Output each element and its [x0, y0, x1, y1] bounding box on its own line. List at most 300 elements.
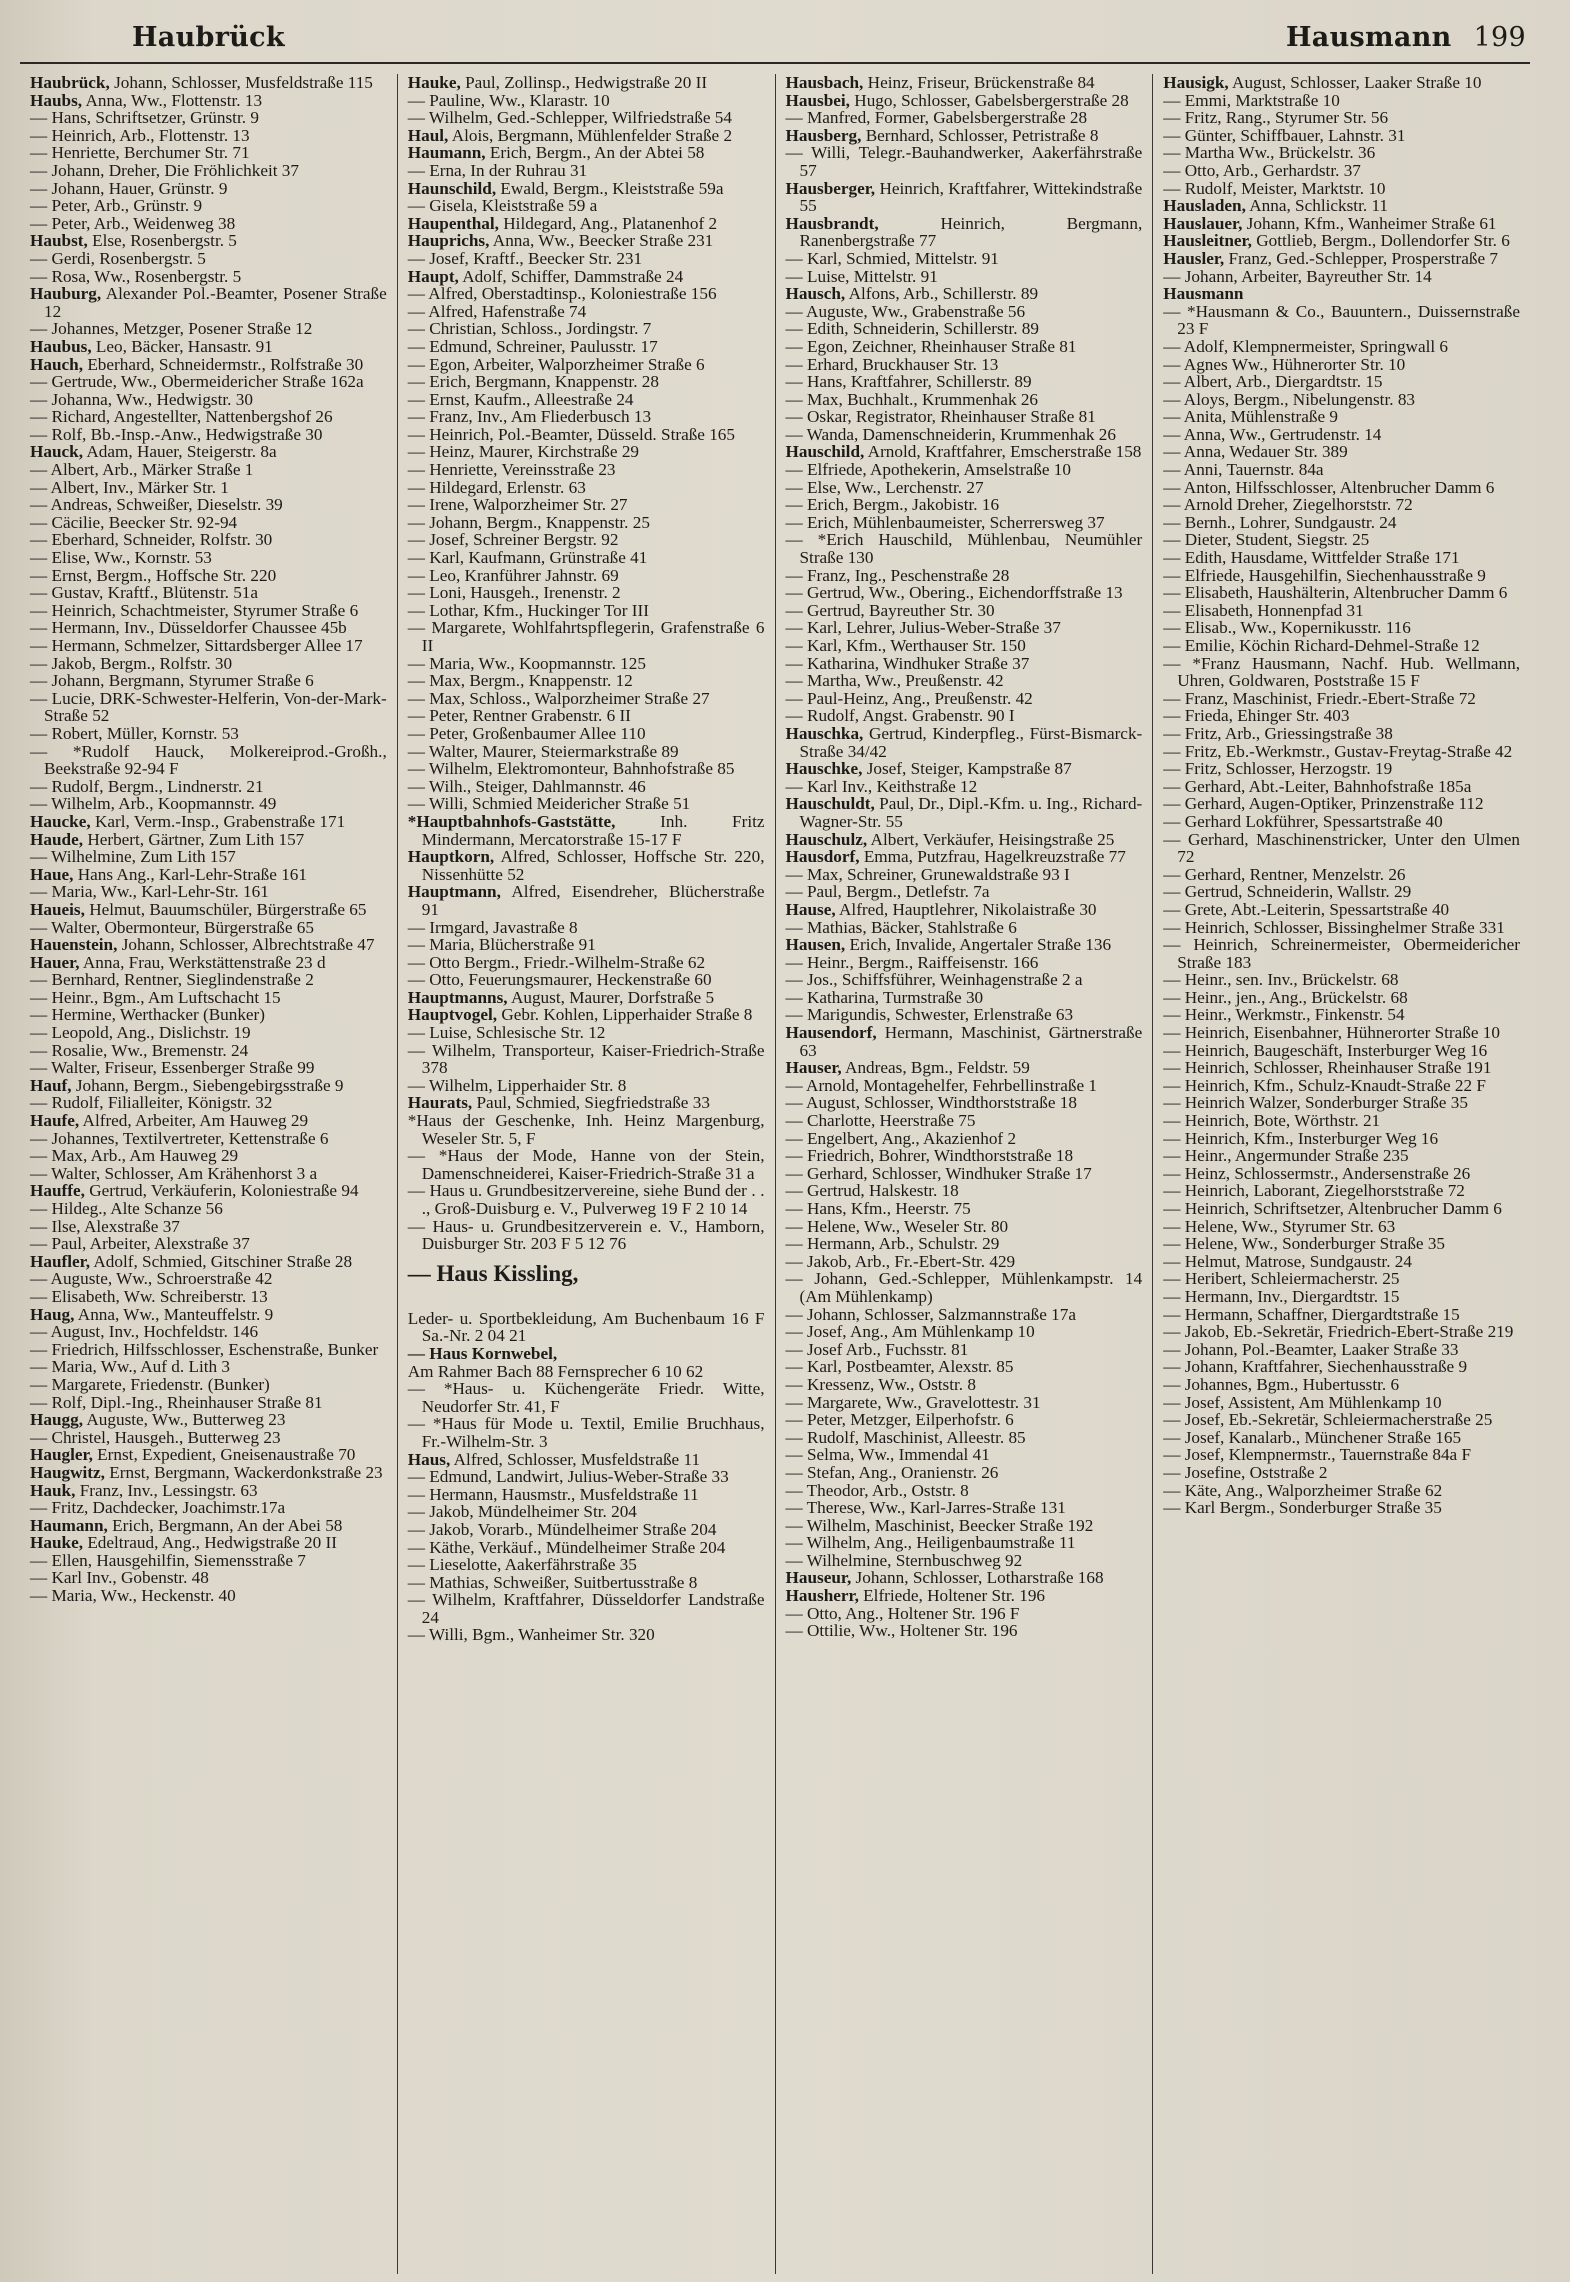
entry-text: — Heinr., Bgm., Am Luftschacht 15 [30, 987, 281, 1007]
entry-text: — Karl Bergm., Sonderburger Straße 35 [1163, 1498, 1442, 1518]
entry-text: — Rudolf, Maschinist, Alleestr. 85 [785, 1427, 1026, 1447]
directory-entry [408, 109, 765, 127]
entry-text: — Johann, Ged.-Schlepper, Mühlenkampstr. 14 (Am Mühlenkamp) [785, 1269, 1143, 1306]
directory-entry [408, 549, 765, 567]
entry-text: Adam, Hauer, Steigerstr. 8a [86, 442, 277, 462]
entry-surname: Hauslauer, [1163, 213, 1243, 233]
directory-entry [30, 1042, 387, 1060]
directory-entry [30, 496, 387, 514]
entry-text: — Willi, Telegr.-Bauhandwerker, Aakerfährstraße 57 [785, 143, 1143, 180]
entry-surname: Hauf, [30, 1075, 72, 1095]
entry-text: — Cäcilie, Beecker Str. 92-94 [30, 512, 238, 532]
entry-text: — Katharina, Windhuker Straße 37 [785, 653, 1030, 673]
directory-entry [30, 1394, 387, 1412]
directory-entry [786, 1341, 1143, 1359]
directory-entry [786, 1552, 1143, 1570]
directory-entry [408, 162, 765, 180]
entry-text: — Rudolf, Angst. Grabenstr. 90 I [785, 706, 1015, 726]
entry-text: Alfred, Schlosser, Musfeldstraße 11 [453, 1449, 701, 1469]
directory-entry [408, 514, 765, 532]
entry-text: Franz, Ged.-Schlepper, Prosperstraße 7 [1228, 248, 1498, 268]
directory-entry [786, 391, 1143, 409]
entry-text: — Elisabeth, Haushälterin, Altenbrucher Damm 6 [1163, 583, 1508, 603]
directory-entry [408, 778, 765, 796]
directory-entry [786, 514, 1143, 532]
entry-surname: Hauschuldt, [785, 794, 875, 814]
directory-entry [786, 531, 1143, 566]
entry-surname: Hauseur, [785, 1568, 852, 1588]
directory-entry [1163, 1323, 1520, 1341]
entry-surname: Haugg, [30, 1410, 84, 1430]
entry-text: — Josef, Kraftf., Beecker Str. 231 [407, 248, 643, 268]
directory-entry [30, 1534, 387, 1552]
directory-entry [408, 408, 765, 426]
entry-text: Ernst, Bergmann, Wackerdonkstraße 23 [109, 1462, 383, 1482]
directory-entry [1163, 655, 1520, 690]
entry-text: — Käte, Ang., Walporzheimer Straße 62 [1163, 1480, 1443, 1500]
entry-surname: Hauptmanns, [407, 987, 508, 1007]
entry-text: — Peter, Arb., Grünstr. 9 [30, 196, 203, 216]
directory-entry [786, 989, 1143, 1007]
entry-text: Anna, Frau, Werkstättenstraße 23 d [82, 952, 326, 972]
entry-surname: Hausbrandt, [785, 213, 879, 233]
directory-entry [408, 1574, 765, 1592]
entry-surname: Haugler, [30, 1445, 93, 1465]
entry-surname: Haug, [30, 1304, 75, 1324]
entry-text: Bernhard, Schlosser, Petristraße 8 [865, 125, 1099, 145]
entry-text: Anna, Ww., Flottenstr. 13 [85, 90, 263, 110]
directory-entry [1163, 1112, 1520, 1130]
directory-entry [786, 637, 1143, 655]
entry-text: — Gerhard Lokführer, Spessartstraße 40 [1163, 811, 1443, 831]
entry-text: — Erich, Bergmann, Knappenstr. 28 [407, 372, 659, 392]
directory-entry [408, 1451, 765, 1469]
directory-entry [30, 831, 387, 849]
entry-text: — Andreas, Schweißer, Dieselstr. 39 [30, 495, 283, 515]
entry-text: — Else, Ww., Lerchenstr. 27 [785, 477, 984, 497]
entry-text: Paul, Dr., Dipl.-Kfm. u. Ing., Richard-Wagner-Str. 55 [799, 794, 1143, 831]
entry-surname: Hauer, [30, 952, 80, 972]
directory-entry [786, 1323, 1143, 1341]
directory-entry [1163, 813, 1520, 831]
entry-text: — Erich, Bergm., Jakobistr. 16 [785, 495, 1000, 515]
directory-entry [786, 883, 1143, 901]
entry-text: — Gerhard, Maschinenstricker, Unter den Ulmen 72 [1163, 829, 1520, 867]
entry-text: Johann, Schlosser, Musfeldstraße 115 [114, 74, 373, 92]
directory-entry [1163, 743, 1520, 761]
directory-entry [1163, 1429, 1520, 1447]
entry-text: — Wilhelmine, Zum Lith 157 [30, 847, 236, 867]
directory-entry [1163, 1200, 1520, 1218]
directory-entry [30, 144, 387, 162]
entry-text: — Heinz, Maurer, Kirchstraße 29 [407, 442, 640, 462]
directory-entry [30, 320, 387, 338]
entry-text: — Helmut, Matrose, Sundgaustr. 24 [1163, 1251, 1412, 1271]
entry-text: — Auguste, Ww., Grabenstraße 56 [785, 301, 1026, 321]
directory-entry [1163, 373, 1520, 391]
directory-entry [786, 1130, 1143, 1148]
directory-entry [786, 74, 1143, 92]
directory-entry [30, 1218, 387, 1236]
directory-entry [408, 919, 765, 937]
directory-entry [408, 1539, 765, 1557]
entry-text: — Hermann, Arb., Schulstr. 29 [785, 1234, 1000, 1254]
directory-entry [1163, 461, 1520, 479]
entry-text: — Hildeg., Alte Schanze 56 [30, 1199, 223, 1218]
entry-surname: Haude, [30, 829, 84, 849]
entry-text: — Marigundis, Schwester, Erlenstraße 63 [785, 1005, 1074, 1025]
entry-surname: Hauch, [30, 354, 84, 374]
entry-text: — Wilhelm, Arb., Koopmannstr. 49 [30, 794, 277, 814]
entry-text: — Johann, Pol.-Beamter, Laaker Straße 33 [1163, 1339, 1459, 1359]
directory-entry [786, 760, 1143, 778]
entry-surname: Hausigk, [1163, 74, 1229, 92]
entry-text: — Peter, Arb., Weidenweg 38 [30, 213, 236, 233]
directory-entry [1163, 408, 1520, 426]
entry-text: — Lothar, Kfm., Huckinger Tor III [407, 600, 649, 620]
directory-entry [1163, 883, 1520, 901]
directory-entry [786, 1006, 1143, 1024]
directory-entry [30, 1006, 387, 1024]
directory-entry [408, 619, 765, 654]
entry-text: — Rosa, Ww., Rosenbergstr. 5 [30, 266, 242, 286]
entry-text: — Wilhelm, Transporteur, Kaiser-Friedrich-Straße 378 [407, 1040, 765, 1078]
directory-entry [30, 197, 387, 215]
entry-text: — Oskar, Registrator, Rheinhauser Straße 81 [785, 407, 1096, 427]
directory-entry [30, 232, 387, 250]
entry-text: — Margarete, Wohlfahrtspflegerin, Grafenstraße 6 II [407, 618, 765, 655]
entry-text: — Elfriede, Apothekerin, Amselstraße 10 [785, 460, 1071, 480]
entry-text: — Jakob, Arb., Fr.-Ebert-Str. 429 [785, 1251, 1016, 1271]
directory-entry [1163, 1059, 1520, 1077]
directory-entry [408, 584, 765, 602]
directory-entry [1163, 549, 1520, 567]
entry-text: — Wilhelm, Elektromonteur, Bahnhofstraße 85 [407, 759, 735, 779]
directory-entry [786, 1358, 1143, 1376]
directory-entry [1163, 356, 1520, 374]
entry-text: — Dieter, Student, Siegstr. 25 [1163, 530, 1370, 550]
directory-entry [1163, 1094, 1520, 1112]
entry-text: Leder- u. Sportbekleidung, Am Buchenbaum 16 F Sa.-Nr. 2 04 21 [407, 1308, 765, 1346]
directory-entry [30, 813, 387, 831]
directory-entry [786, 1218, 1143, 1236]
directory-entry [408, 602, 765, 620]
entry-surname: Hauptmann, [407, 882, 501, 902]
entry-text: — Kressenz, Ww., Oststr. 8 [785, 1374, 976, 1394]
entry-text: — Heinrich, Bote, Wörthstr. 21 [1163, 1111, 1381, 1131]
entry-text: — Erhard, Bruckhauser Str. 13 [785, 354, 999, 374]
directory-entry [786, 285, 1143, 303]
entry-text: Adolf, Schmied, Gitschiner Straße 28 [93, 1251, 353, 1271]
directory-entry [786, 180, 1143, 215]
directory-entry [30, 373, 387, 391]
entry-text: — Edith, Schneiderin, Schillerstr. 89 [785, 319, 1039, 339]
entry-text: Alfred, Hauptlehrer, Nikolaistraße 30 [839, 899, 1097, 919]
entry-surname: Hause, [785, 899, 836, 919]
entry-text: Ernst, Expedient, Gneisenaustraße 70 [97, 1445, 356, 1465]
entry-text: — Rudolf, Bergm., Lindnerstr. 21 [30, 776, 264, 796]
entry-text: — Wilhelm, Ang., Heiligenbaumstraße 11 [785, 1533, 1076, 1553]
directory-entry [30, 602, 387, 620]
entry-text: — Albert, Arb., Diergardtstr. 15 [1163, 372, 1383, 392]
entry-text: Heinrich, Kraftfahrer, Wittekindstraße 55 [799, 178, 1143, 216]
entry-text: — Auguste, Ww., Schroerstraße 42 [30, 1269, 273, 1289]
directory-entry [30, 74, 387, 92]
entry-text: — Anna, Wedauer Str. 389 [1163, 442, 1348, 462]
entry-text: — *Erich Hauschild, Mühlenbau, Neumühler Straße 130 [785, 530, 1143, 568]
entry-text: Alfred, Schlosser, Hoffsche Str. 220, Nissenhütte 52 [421, 847, 765, 884]
entry-text: — Rudolf, Filialleiter, Königstr. 32 [30, 1093, 273, 1113]
directory-entry [1163, 1306, 1520, 1324]
directory-entry [786, 1499, 1143, 1517]
directory-entry [1163, 584, 1520, 602]
directory-entry [30, 637, 387, 655]
page-number: 199 [1473, 22, 1526, 53]
directory-entry [30, 848, 387, 866]
directory-entry [1163, 1130, 1520, 1148]
entry-text: Erich, Invalide, Angertaler Straße 136 [849, 935, 1112, 955]
directory-entry [30, 1306, 387, 1324]
directory-entry [30, 408, 387, 426]
entry-text: — Walter, Friseur, Essenberger Straße 99 [30, 1058, 315, 1078]
directory-entry [408, 1521, 765, 1539]
directory-entry [1163, 602, 1520, 620]
entry-text: — Johanna, Ww., Hedwigstr. 30 [30, 389, 253, 409]
entry-text: — Hermann, Hausmstr., Musfeldstraße 11 [407, 1484, 699, 1504]
entry-text: — Ernst, Bergm., Hoffsche Str. 220 [30, 565, 277, 585]
entry-text: — *Hausmann & Co., Bauuntern., Duissernstraße 23 F [1163, 301, 1520, 339]
directory-entry [408, 743, 765, 761]
directory-entry [408, 672, 765, 690]
directory-entry [30, 1552, 387, 1570]
entry-text: — Heinrich, Laborant, Ziegelhorststraße 72 [1163, 1181, 1465, 1201]
entry-text: — Karl, Schmied, Mittelstr. 91 [785, 248, 999, 268]
entry-text: Am Rahmer Bach 88 Fernsprecher 6 10 62 [407, 1361, 704, 1381]
directory-entry [1163, 496, 1520, 514]
entry-text: — Christian, Schloss., Jordingstr. 7 [407, 319, 652, 339]
directory-entry [1163, 1376, 1520, 1394]
directory-entry [408, 655, 765, 673]
entry-text: Paul, Zollinsp., Hedwigstraße 20 II [465, 74, 708, 92]
directory-entry [786, 831, 1143, 849]
directory-entry [408, 1024, 765, 1042]
directory-entry [786, 778, 1143, 796]
directory-entry [1163, 250, 1520, 268]
entry-text: — Haus- u. Grundbesitzerverein e. V., Hamborn, Duisburger Str. 203 F 5 12 76 [407, 1216, 765, 1254]
directory-entry [1163, 127, 1520, 145]
directory-entry [408, 250, 765, 268]
entry-text: — Jakob, Mündelheimer Str. 204 [407, 1502, 637, 1522]
directory-entry [1163, 1042, 1520, 1060]
entry-text: — Heinrich, Baugeschäft, Insterburger Weg 16 [1163, 1040, 1488, 1060]
directory-entry [30, 92, 387, 110]
entry-text: Gebr. Kohlen, Lipperhaider Straße 8 [501, 1005, 753, 1025]
entry-text: August, Schlosser, Laaker Straße 10 [1232, 74, 1482, 92]
entry-text: — Jos., Schiffsführer, Weinhagenstraße 2 a [785, 970, 1083, 990]
entry-text: — Loni, Hausgeh., Irenenstr. 2 [407, 583, 621, 603]
entry-surname: Hausbei, [785, 90, 850, 110]
entry-text: — Johannes, Textilvertreter, Kettenstraße 6 [30, 1128, 329, 1148]
entry-text: — Arnold, Montagehelfer, Fehrbellinstraße 1 [785, 1075, 1097, 1095]
column-4 [1152, 74, 1530, 2274]
directory-entry [408, 1077, 765, 1095]
entry-text: Gottlieb, Bergm., Dollendorfer Str. 6 [1256, 231, 1510, 251]
directory-entry [30, 338, 387, 356]
directory-entry [786, 1376, 1143, 1394]
entry-text: — Bernh., Lohrer, Sundgaustr. 24 [1163, 512, 1397, 532]
directory-entry [1163, 971, 1520, 989]
entry-text: — Paul, Bergm., Detlefstr. 7a [785, 882, 990, 902]
entry-text: — Josef Arb., Fuchsstr. 81 [785, 1339, 969, 1359]
directory-entry [786, 1446, 1143, 1464]
entry-surname: Haupt, [407, 266, 459, 286]
entry-text: — Alfred, Hafenstraße 74 [407, 301, 587, 321]
directory-entry [1163, 567, 1520, 585]
directory-entry [1163, 1358, 1520, 1376]
entry-text: Johann, Schlosser, Lotharstraße 168 [855, 1568, 1104, 1588]
entry-text: — Peter, Metzger, Eilperhofstr. 6 [785, 1410, 1014, 1430]
entry-text: — Heinrich Walzer, Sonderburger Straße 35 [1163, 1093, 1468, 1113]
entry-text: — Johann, Schlosser, Salzmannstraße 17a [785, 1304, 1076, 1324]
entry-text: Helmut, Bauumschüler, Bürgerstraße 65 [89, 899, 367, 919]
directory-entry [786, 1200, 1143, 1218]
entry-text: — Peter, Großenbaumer Allee 110 [407, 723, 646, 743]
entry-surname: Hauck, [30, 442, 84, 462]
entry-text: — Robert, Müller, Kornstr. 53 [30, 723, 239, 743]
directory-entry [408, 1503, 765, 1521]
directory-entry [1163, 1499, 1520, 1517]
directory-entry [30, 725, 387, 743]
entry-text: Hugo, Schlosser, Gabelsbergerstraße 28 [854, 90, 1129, 110]
entry-text: — Otto, Arb., Gerhardstr. 37 [1163, 160, 1361, 180]
directory-entry [1163, 215, 1520, 233]
directory-entry [30, 180, 387, 198]
entry-text: — Max, Buchhalt., Krummenhak 26 [785, 389, 1039, 409]
entry-text: — Johann, Bergmann, Styrumer Straße 6 [30, 671, 314, 691]
directory-entry [30, 919, 387, 937]
entry-text: — Josef, Schreiner Bergstr. 92 [407, 530, 619, 550]
directory-entry [786, 215, 1143, 250]
directory-entry [408, 92, 765, 110]
entry-text: — Anni, Tauernstr. 84a [1163, 460, 1324, 480]
directory-entry [30, 443, 387, 461]
entry-text: — Selma, Ww., Immendal 41 [785, 1445, 990, 1465]
entry-text: — Elisab., Ww., Kopernikusstr. 116 [1163, 618, 1411, 638]
directory-entry [786, 936, 1143, 954]
entry-text: — Charlotte, Heerstraße 75 [785, 1111, 976, 1131]
entry-text: — Emmi, Marktstraße 10 [1163, 90, 1340, 110]
entry-text: — Heinr., jen., Ang., Brückelstr. 68 [1163, 987, 1408, 1007]
entry-text: — Irmgard, Javastraße 8 [407, 917, 578, 937]
entry-text: — Hans, Kfm., Heerstr. 75 [785, 1199, 971, 1218]
directory-entry [30, 391, 387, 409]
directory-entry [408, 954, 765, 972]
entry-text: — Stefan, Ang., Oranienstr. 26 [785, 1462, 999, 1482]
entry-text: — Luise, Schlesische Str. 12 [407, 1023, 606, 1043]
directory-entry [786, 144, 1143, 179]
entry-text: — Hildegard, Erlenstr. 63 [407, 477, 586, 497]
directory-entry [786, 690, 1143, 708]
directory-entry [30, 1112, 387, 1130]
entry-surname: Haufe, [30, 1111, 80, 1131]
entry-surname: Haumann, [30, 1515, 108, 1535]
entry-text: — Gertrud, Halskestr. 18 [785, 1181, 959, 1201]
directory-entry [786, 92, 1143, 110]
directory-entry [408, 813, 765, 848]
directory-entry [786, 1182, 1143, 1200]
entry-text: Adolf, Schiffer, Dammstraße 24 [462, 266, 684, 286]
entry-text: — Heinr., Bergm., Raiffeisenstr. 166 [785, 952, 1039, 972]
directory-entry [30, 971, 387, 989]
directory-entry [408, 690, 765, 708]
entry-text: — Heinr., Angermunder Straße 235 [1163, 1146, 1409, 1166]
directory-entry [30, 1270, 387, 1288]
entry-surname: Hausen, [785, 935, 846, 955]
directory-entry [1163, 531, 1520, 549]
entry-text: — Heinrich, Kfm., Insterburger Weg 16 [1163, 1128, 1439, 1148]
entry-text: — Johann, Bergm., Knappenstr. 25 [407, 512, 650, 532]
entry-text: — Karl Inv., Keithstraße 12 [785, 776, 978, 796]
entry-text: — Karl, Kfm., Werthauser Str. 150 [785, 636, 1026, 655]
entry-text: Leo, Bäcker, Hansastr. 91 [95, 336, 273, 356]
directory-entry [408, 496, 765, 514]
directory-entry [786, 1464, 1143, 1482]
entry-text: — Jakob, Vorarb., Mündelheimer Straße 204 [407, 1519, 717, 1539]
directory-entry [30, 1517, 387, 1535]
directory-entry [30, 1411, 387, 1429]
directory-entry [30, 1499, 387, 1517]
entry-text: — *Haus für Mode u. Textil, Emilie Bruchhaus, Fr.-Wilhelm-Str. 3 [407, 1414, 765, 1451]
entry-text: Alfred, Eisendreher, Blücherstraße 91 [421, 882, 765, 919]
entry-text: Josef, Steiger, Kampstraße 87 [866, 759, 1072, 779]
entry-text: — Heinrich, Schreinermeister, Obermeidericher Straße 183 [1163, 935, 1520, 972]
directory-entry [786, 1517, 1143, 1535]
directory-entry [1163, 919, 1520, 937]
entry-text: — Peter, Rentner Grabenstr. 6 II [407, 706, 631, 726]
entry-surname: Haunschild, [407, 178, 497, 198]
directory-entry [1163, 936, 1520, 971]
directory-entry [408, 1310, 765, 1345]
entry-text: Erich, Bergmann, An der Abei 58 [112, 1515, 343, 1535]
entry-surname: Hausler, [1163, 248, 1225, 268]
entry-surname: Hausdorf, [785, 847, 860, 867]
entry-text: — Agnes Ww., Hühnerorter Str. 10 [1163, 354, 1406, 374]
entry-surname: Hauffe, [30, 1181, 85, 1201]
directory-entry [30, 1429, 387, 1447]
entry-surname: Haueis, [30, 899, 85, 919]
entry-text: Franz, Inv., Lessingstr. 63 [79, 1480, 258, 1500]
directory-entry [1163, 144, 1520, 162]
directory-entry [30, 1569, 387, 1587]
entry-text: — *Haus- u. Küchengeräte Friedr. Witte, Neudorfer Str. 41, F [407, 1379, 765, 1416]
entry-surname: Hauschka, [785, 723, 864, 743]
entry-text: — Emilie, Köchin Richard-Dehmel-Straße 12 [1163, 636, 1480, 655]
entry-text: — Max, Schloss., Walporzheimer Straße 27 [407, 688, 710, 708]
directory-entry [30, 778, 387, 796]
entry-text: — Franz, Inv., Am Fliederbusch 13 [407, 407, 652, 427]
entry-text: — Wilhelm, Maschinist, Beecker Straße 192 [785, 1515, 1094, 1535]
directory-entry [1163, 74, 1520, 92]
directory-entry [786, 672, 1143, 690]
directory-entry [30, 901, 387, 919]
directory-entry [30, 989, 387, 1007]
entry-text: — Hans, Schriftsetzer, Grünstr. 9 [30, 108, 259, 128]
entry-text: — Albert, Inv., Märker Str. 1 [30, 477, 229, 497]
entry-surname: Hauprichs, [407, 231, 490, 251]
entry-text: — Leo, Kranführer Jahnstr. 69 [407, 565, 619, 585]
directory-entry [30, 743, 387, 778]
entry-text: — Karl, Kaufmann, Grünstraße 41 [407, 548, 648, 568]
